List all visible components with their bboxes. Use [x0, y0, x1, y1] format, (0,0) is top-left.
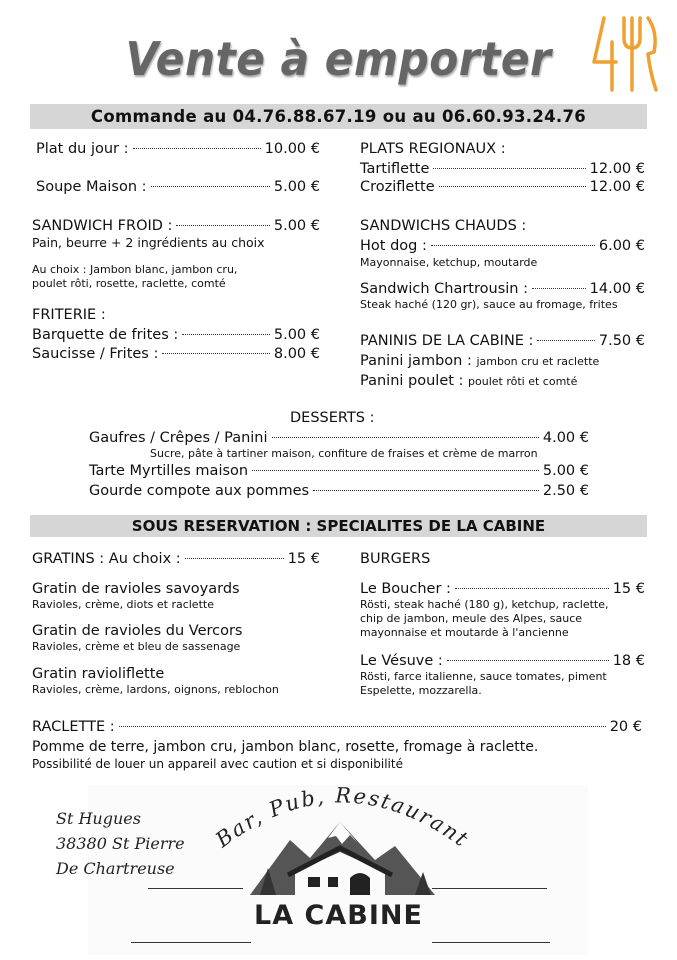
brand-name: LA CABINE [254, 900, 423, 931]
menu-item-gratin-vercors: Gratin de ravioles du Vercors [32, 623, 243, 639]
item-price: 5.00 € [273, 327, 320, 343]
address-line: 38380 St Pierre [56, 834, 185, 853]
item-label: Panini jambon : [360, 353, 472, 369]
menu-item-gratin-savoyards: Gratin de ravioles savoyards [32, 581, 240, 597]
address-line: De Chartreuse [56, 859, 175, 878]
menu-item-soupe [36, 178, 320, 196]
logo-arc-text: Bar, Pub, Restaurant [211, 783, 474, 853]
item-description: Ravioles, crème, diots et raclette [32, 598, 214, 611]
section-heading-friterie: FRITERIE : [32, 307, 106, 323]
reservation-bar: SOUS RESERVATION : SPECIALITES DE LA CABINE [30, 515, 647, 537]
item-price: 12.00 € [589, 161, 645, 177]
item-label: Tarte Myrtilles maison [89, 463, 249, 479]
menu-item-panini-poulet [360, 372, 577, 390]
item-label: GRATINS : Au choix : [32, 551, 181, 567]
item-label: RACLETTE : [32, 719, 115, 735]
item-description: Rösti, farce italienne, sauce tomates, piment [360, 670, 607, 683]
item-label: Hot dog : [360, 238, 427, 254]
menu-item-tartiflette [360, 160, 645, 178]
item-price: 10.00 € [264, 141, 320, 157]
item-price: 6.00 € [598, 238, 645, 254]
item-price: 15 € [612, 581, 645, 597]
item-description: poulet rôti, rosette, raclette, comté [32, 277, 226, 290]
item-description: Espelette, mozzarella. [360, 684, 482, 697]
item-label: PANINIS DE LA CABINE : [360, 333, 534, 349]
item-label: Le Boucher : [360, 581, 451, 597]
item-description: poulet rôti et comté [468, 375, 578, 388]
item-description: jambon cru et raclette [476, 355, 600, 368]
menu-item-frites [32, 326, 320, 344]
item-description: Pain, beurre + 2 ingrédients au choix [32, 235, 265, 250]
menu-item-plat [36, 140, 320, 158]
section-heading-burgers: BURGERS [360, 551, 431, 567]
menu-item-gaufres [89, 429, 589, 447]
item-label: Gourde compote aux pommes [89, 483, 310, 499]
item-price: 7.50 € [598, 333, 645, 349]
section-heading-sandwichs-chauds: SANDWICHS CHAUDS : [360, 218, 527, 234]
item-description: chip de jambon, meule des Alpes, sauce [360, 612, 583, 625]
item-description: Ravioles, crème et bleu de sassenage [32, 640, 241, 653]
section-heading-gratins [32, 550, 320, 568]
item-price: 5.00 € [542, 463, 589, 479]
item-description: Au choix : Jambon blanc, jambon cru, [32, 263, 238, 276]
section-heading-desserts: DESSERTS : [290, 410, 375, 426]
menu-item-raclette [32, 718, 642, 736]
item-price: 2.50 € [542, 483, 589, 499]
item-label: Soupe Maison : [36, 179, 147, 195]
menu-item-saucisse [32, 345, 320, 363]
item-description: Mayonnaise, ketchup, moutarde [360, 256, 538, 269]
item-price: 5.00 € [273, 218, 320, 234]
menu-item-hotdog [360, 237, 645, 255]
item-description: Steak haché (120 gr), sauce au fromage, frites [360, 298, 618, 311]
item-label: Gaufres / Crêpes / Panini [89, 430, 268, 446]
menu-item-chartrousin [360, 280, 645, 298]
item-description: Pomme de terre, jambon cru, jambon blanc, rosette, fromage à raclette. [32, 739, 539, 755]
item-note: Possibilité de louer un appareil avec caution et si disponibilité [32, 757, 403, 771]
item-label: Panini poulet : [360, 373, 464, 389]
section-heading-paninis [360, 332, 645, 350]
menu-item-sandwich-froid [32, 217, 320, 235]
item-description: Ravioles, crème, lardons, oignons, reblochon [32, 683, 279, 696]
item-price: 20 € [609, 719, 642, 735]
item-label: Croziflette [360, 179, 435, 195]
divider [432, 888, 547, 889]
menu-item-crozflette [360, 178, 645, 196]
section-heading-regionaux: PLATS REGIONAUX : [360, 141, 506, 157]
item-label: Sandwich Chartrousin : [360, 281, 528, 297]
menu-item-le-boucher [360, 580, 645, 598]
order-phone-bar: Commande au 04.76.88.67.19 ou au 06.60.93.24.76 [30, 104, 647, 129]
menu-item-panini-jambon [360, 352, 599, 370]
item-label: Plat du jour : [36, 141, 129, 157]
menu-item-compote [89, 482, 589, 500]
item-description: mayonnaise et moutarde à l'ancienne [360, 626, 569, 639]
item-price: 12.00 € [589, 179, 645, 195]
page-title: Vente à emporter [125, 32, 552, 86]
item-label: Le Vésuve : [360, 653, 443, 669]
item-label: Tartiflette [360, 161, 430, 177]
mountain-chalet-icon [200, 780, 480, 900]
divider [432, 942, 550, 943]
item-description: Sucre, pâte à tartiner maison, confiture de fraises et crème de marron [150, 447, 538, 460]
menu-item-le-vesuve [360, 652, 645, 670]
item-price: 5.00 € [273, 179, 320, 195]
item-price: 15 € [287, 551, 320, 567]
item-label: SANDWICH FROID : [32, 218, 173, 234]
item-price: 8.00 € [273, 346, 320, 362]
item-label: Saucisse / Frites : [32, 346, 159, 362]
item-description: Rösti, steak haché (180 g), ketchup, raclette, [360, 598, 609, 611]
item-label: Barquette de frites : [32, 327, 179, 343]
item-price: 14.00 € [589, 281, 645, 297]
address-line: St Hugues [56, 809, 141, 828]
fork-knife-icon [590, 12, 660, 94]
item-price: 18 € [612, 653, 645, 669]
divider [148, 888, 243, 889]
menu-item-gratin-ravioliflette: Gratin ravioliflette [32, 666, 165, 682]
menu-item-tarte [89, 462, 589, 480]
item-price: 4.00 € [542, 430, 589, 446]
divider [131, 942, 251, 943]
